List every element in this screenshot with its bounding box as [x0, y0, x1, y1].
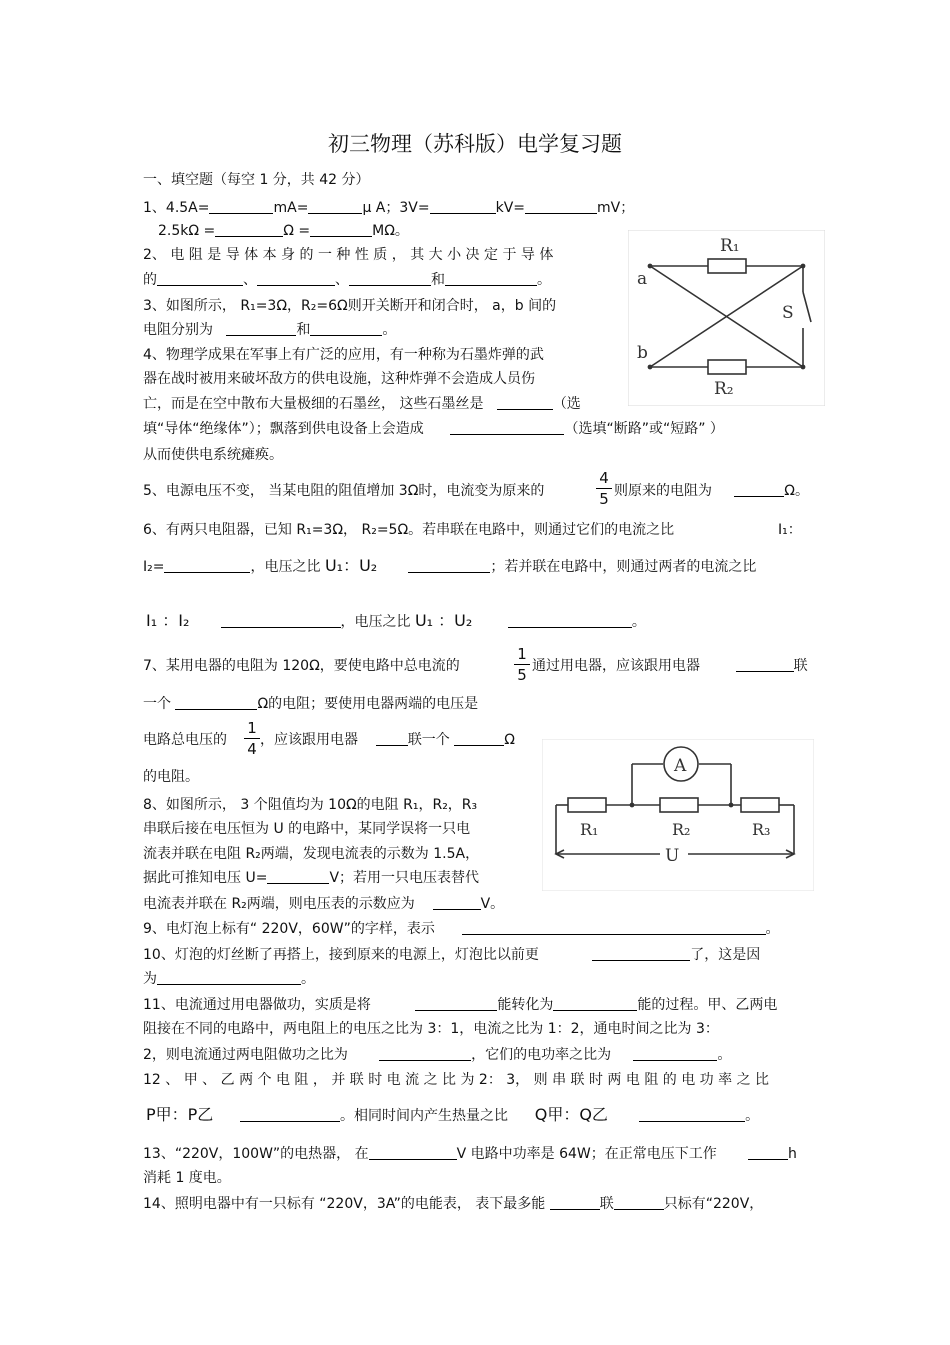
question-10-line-1: 10、灯泡的灯丝断了再搭上，接到原来的电源上，灯泡比以前更 了，这是因	[143, 947, 761, 963]
question-4-line-3: 亡，而是在空中散布大量极细的石墨丝， 这些石墨丝是 （选	[143, 396, 581, 412]
answer-blank[interactable]	[376, 731, 408, 746]
answer-blank[interactable]	[226, 321, 296, 336]
question-11-line-2: 阻接在不同的电路中，两电阻上的电压之比为 3：1，电流之比为 1：2，通电时间之比为 3：	[143, 1021, 719, 1037]
answer-blank[interactable]	[450, 420, 564, 435]
answer-blank[interactable]	[462, 920, 766, 935]
question-4-line-1: 4、物理学成果在军事上有广泛的应用，有一种称为石墨炸弹的武	[143, 347, 544, 363]
answer-blank[interactable]	[308, 199, 362, 214]
answer-blank[interactable]	[267, 869, 329, 884]
answer-blank[interactable]	[164, 558, 250, 573]
label-r1: R₁	[720, 236, 740, 256]
question-11-line-3: 2，则电流通过两电阻做功之比为 ，它们的电功率之比为 。	[143, 1047, 732, 1063]
question-1-line-1: 1、4.5A= mA= μ A；3V= kV= mV；	[143, 200, 635, 216]
question-8-line-4: 据此可推知电压 U= V；若用一只电压表替代	[143, 870, 480, 886]
question-5-text-2: 则原来的电阻为 Ω。	[614, 483, 809, 499]
answer-blank[interactable]	[639, 1107, 745, 1122]
answer-blank[interactable]	[553, 996, 637, 1011]
question-2-line-2: 的 、 、 和 。	[143, 272, 551, 288]
answer-blank[interactable]	[369, 1145, 457, 1160]
label-u: U	[665, 846, 680, 866]
question-4-line-4: 填“导体“绝缘体”）；飘落到供电设备上会造成 （选填“断路”或“短路” ）	[143, 421, 724, 437]
answer-blank[interactable]	[445, 271, 537, 286]
question-7-line-3: 电路总电压的	[143, 732, 227, 748]
question-10-line-2: 为 。	[143, 971, 315, 987]
answer-blank[interactable]	[497, 395, 553, 410]
question-8-line-3: 流表并联在电阻 R₂两端，发现电流表的示数为 1.5A，	[143, 846, 480, 862]
question-3-line-1: 3、如图所示， R₁=3Ω，R₂=6Ω则开关断开和闭合时， a，b 间的	[143, 298, 557, 314]
answer-blank[interactable]	[525, 199, 597, 214]
question-6-i1: I₁：	[778, 522, 802, 538]
label-b: b	[637, 343, 648, 363]
question-7-line-1: 7、某用电器的电阻为 120Ω，要使电路中总电流的	[143, 658, 460, 674]
question-9: 9、电灯泡上标有“ 220V，60W”的字样，表示 。	[143, 921, 780, 937]
answer-blank[interactable]	[157, 271, 243, 286]
circuit-diagram-2	[542, 739, 814, 891]
answer-blank[interactable]	[310, 321, 382, 336]
question-7-line-4: 的电阻。	[143, 769, 199, 785]
label-switch: S	[782, 303, 794, 323]
answer-blank[interactable]	[748, 1145, 788, 1160]
question-13-line-1: 13、“220V，100W”的电热器， 在 V 电路中功率是 64W；在正常电压下工作 h	[143, 1146, 797, 1162]
page-title: 初三物理（苏科版）电学复习题	[328, 132, 622, 156]
answer-blank[interactable]	[349, 271, 431, 286]
question-8-line-5: 电流表并联在 R₂两端，则电压表的示数应为 V。	[143, 896, 505, 912]
question-7-line-2: 一个 Ω的电阻；要使用电器两端的电压是	[143, 696, 479, 712]
ammeter-icon: A	[674, 756, 687, 776]
question-2-line-1: 2、 电 阻 是 导 体 本 身 的 一 种 性 质 ， 其 大 小 决 定 于 导 体	[143, 247, 554, 263]
answer-blank[interactable]	[209, 199, 273, 214]
label-r2: R₂	[672, 820, 691, 839]
question-1-line-2: 2.5kΩ = Ω = MΩ。	[158, 223, 409, 239]
answer-blank[interactable]	[240, 1107, 340, 1122]
answer-blank[interactable]	[310, 222, 372, 237]
answer-blank[interactable]	[734, 482, 784, 497]
question-7-line-3b: ，应该跟用电器 联一个 Ω	[260, 732, 515, 748]
answer-blank[interactable]	[550, 1195, 600, 1210]
answer-blank[interactable]	[592, 946, 690, 961]
question-13-line-2: 消耗 1 度电。	[143, 1170, 231, 1186]
answer-blank[interactable]	[433, 895, 481, 910]
answer-blank[interactable]	[614, 1195, 664, 1210]
question-12-line-2: P甲：P乙 。相同时间内产生热量之比 Q甲：Q乙 。	[146, 1105, 760, 1124]
label-r2: R₂	[714, 379, 734, 399]
answer-blank[interactable]	[157, 970, 301, 985]
answer-blank[interactable]	[454, 731, 504, 746]
answer-blank[interactable]	[215, 222, 283, 237]
question-4-line-5: 从而使供电系统瘫痪。	[143, 447, 283, 463]
question-3-line-2: 电阻分别为 和 。	[143, 322, 397, 338]
answer-blank[interactable]	[379, 1046, 471, 1061]
question-8-line-1: 8、如图所示， 3 个阻值均为 10Ω的电阻 R₁，R₂，R₃	[143, 797, 478, 813]
fraction-4-5: 4 5	[596, 469, 612, 508]
answer-blank[interactable]	[633, 1046, 717, 1061]
question-8-line-2: 串联后接在电压恒为 U 的电路中，某同学误将一只电	[143, 821, 471, 837]
answer-blank[interactable]	[257, 271, 335, 286]
question-14: 14、照明电器中有一只标有 “220V，3A”的电能表， 表下最多能 联 只标有“220V，	[143, 1196, 764, 1212]
answer-blank[interactable]	[430, 199, 496, 214]
circuit-diagram-1	[628, 230, 825, 406]
section-heading: 一、填空题（每空 1 分，共 42 分）	[143, 172, 370, 188]
answer-blank[interactable]	[736, 657, 794, 672]
question-5-text: 5、电源电压不变， 当某电阻的阻值增加 3Ω时，电流变为原来的	[143, 483, 545, 499]
question-11-line-1: 11、电流通过用电器做功，实质是将 能转化为 能的过程。甲、乙两电	[143, 997, 778, 1013]
question-6-line-3: I₁ ：I₂ ，电压之比 U₁ ：U₂ 。	[146, 611, 646, 630]
fraction-1-5: 1 5	[514, 645, 530, 684]
question-6-line-2: I₂= ，电压之比 U₁：U₂ ；若并联在电路中，则通过两者的电流之比	[143, 556, 757, 575]
fraction-1-4: 1 4	[244, 719, 260, 758]
question-6-line-1: 6、有两只电阻器，已知 R₁=3Ω， R₂=5Ω。若串联在电路中，则通过它们的电流之比	[143, 522, 675, 538]
answer-blank[interactable]	[175, 695, 257, 710]
label-r3: R₃	[752, 820, 771, 839]
question-4-line-2: 器在战时被用来破坏敌方的供电设施，这种炸弹不会造成人员伤	[143, 371, 535, 387]
label-r1: R₁	[580, 820, 599, 839]
question-12-line-1: 12 、 甲 、 乙 两 个 电 阻 ， 并 联 时 电 流 之 比 为 2： 3， 则 串 联 时 两 电 阻 的 电 功 率 之 比	[143, 1072, 770, 1088]
answer-blank[interactable]	[508, 613, 632, 628]
answer-blank[interactable]	[408, 558, 490, 573]
question-7-line-1b: 通过用电器，应该跟用电器 联	[532, 658, 808, 674]
label-a: a	[637, 269, 648, 289]
answer-blank[interactable]	[415, 996, 497, 1011]
answer-blank[interactable]	[221, 613, 341, 628]
